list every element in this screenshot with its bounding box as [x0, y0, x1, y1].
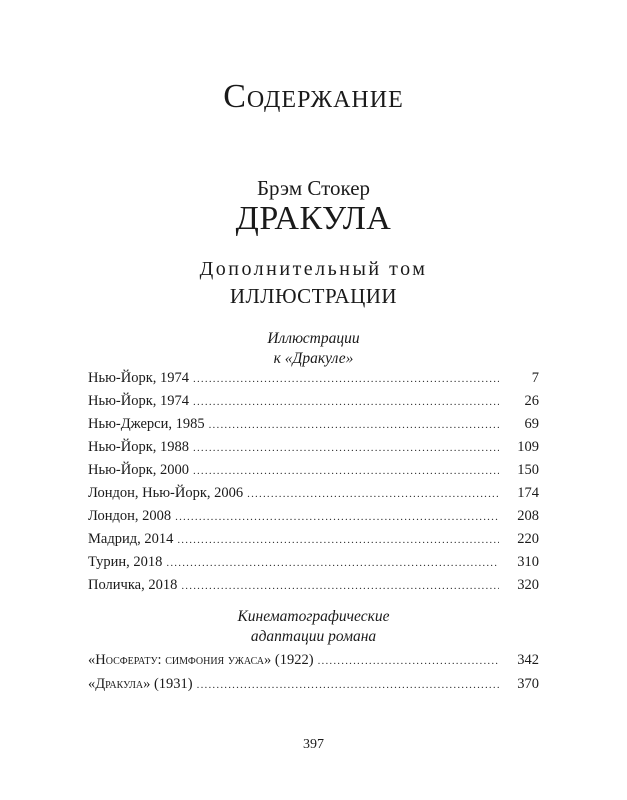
toc-entry-page: 26	[524, 393, 539, 409]
toc-entry-title: Нью-Джерси, 1985	[88, 416, 205, 432]
toc-entry-title: «Носферату: симфония ужаса» (1922)	[88, 652, 314, 668]
toc-entry[interactable]	[88, 508, 539, 531]
author-name: Брэм Стокер	[256, 176, 371, 200]
toc-entry-title: Нью-Йорк, 1988	[88, 439, 190, 455]
toc-entry-title: Нью-Йорк, 2000	[88, 462, 190, 478]
toc-entry-page: 310	[517, 554, 539, 570]
section-heading-line: Кинематографические	[237, 608, 390, 625]
dot-leader	[181, 580, 499, 592]
toc-entry-title: Нью-Йорк, 1974	[88, 393, 190, 409]
section-heading-line: к «Дракуле»	[273, 350, 354, 367]
toc-entry-title: Нью-Йорк, 1974	[88, 370, 190, 386]
toc-entry-title: «Дракула» (1931)	[88, 676, 193, 692]
section-heading-illustrations	[0, 329, 627, 369]
toc-entry-title: Лондон, 2008	[88, 508, 172, 524]
toc-entry[interactable]	[88, 652, 539, 676]
dot-leader	[193, 465, 499, 477]
dot-leader	[318, 655, 499, 667]
toc-entry[interactable]	[88, 676, 539, 700]
toc-entry-title: Лондон, Нью-Йорк, 2006	[88, 485, 244, 501]
toc-entry-page: 342	[517, 652, 539, 668]
toc-entry-page: 174	[517, 485, 539, 501]
dot-leader	[197, 679, 499, 691]
toc-entry-page: 150	[517, 462, 539, 478]
toc-illustrations	[88, 370, 539, 600]
dot-leader	[209, 419, 499, 431]
dot-leader	[166, 557, 499, 569]
dot-leader	[193, 396, 499, 408]
dot-leader	[177, 534, 499, 546]
toc-entry[interactable]	[88, 416, 539, 439]
toc-entry[interactable]	[88, 462, 539, 485]
book-title: ДРАКУЛА	[235, 200, 392, 237]
section-heading-line: Иллюстрации	[267, 330, 360, 347]
dot-leader	[193, 442, 499, 454]
toc-entry[interactable]	[88, 439, 539, 462]
toc-entry-page: 320	[517, 577, 539, 593]
volume-title: ИЛЛЮСТРАЦИИ	[229, 284, 398, 308]
toc-entry-page: 370	[517, 676, 539, 692]
volume-label: Дополнительный том	[199, 258, 428, 280]
dot-leader	[247, 488, 499, 500]
toc-entry-page: 7	[531, 370, 539, 386]
toc-entry-page: 208	[517, 508, 539, 524]
toc-entry[interactable]	[88, 393, 539, 416]
page-number: 397	[303, 737, 324, 752]
section-heading-line: адаптации романа	[250, 628, 377, 645]
toc-entry-title: Поличка, 2018	[88, 577, 178, 593]
toc-entry[interactable]	[88, 531, 539, 554]
contents-heading: Содержание	[223, 78, 404, 115]
toc-entry-page: 109	[517, 439, 539, 455]
section-heading-films	[0, 607, 627, 647]
toc-entry-title: Мадрид, 2014	[88, 531, 174, 547]
toc-entry[interactable]	[88, 577, 539, 600]
dot-leader	[193, 373, 499, 385]
toc-entry-page: 69	[524, 416, 539, 432]
toc-entry-page: 220	[517, 531, 539, 547]
toc-entry[interactable]	[88, 370, 539, 393]
toc-entry[interactable]	[88, 485, 539, 508]
toc-films	[88, 652, 539, 700]
toc-entry[interactable]	[88, 554, 539, 577]
dot-leader	[175, 511, 499, 523]
toc-entry-title: Турин, 2018	[88, 554, 163, 570]
